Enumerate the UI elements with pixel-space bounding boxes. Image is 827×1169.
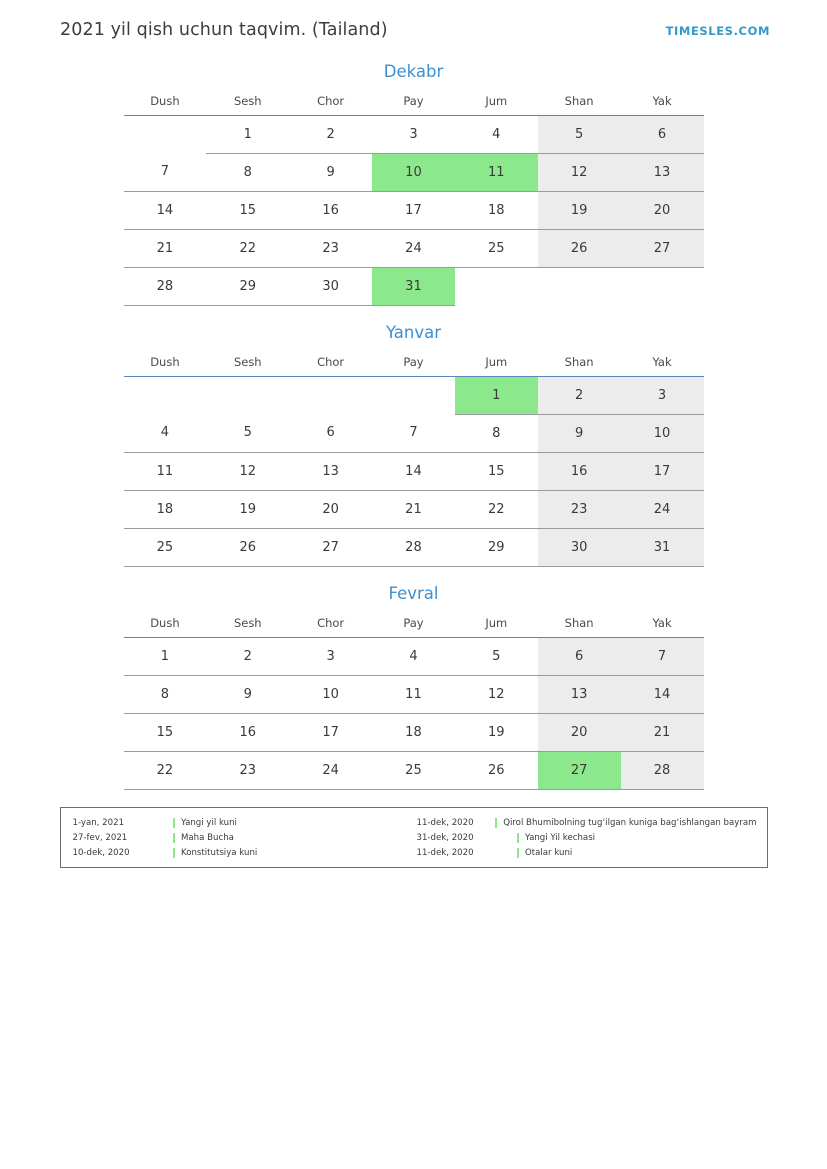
legend-color-swatch <box>495 818 497 828</box>
empty-day-cell <box>538 268 621 306</box>
day-number: 17 <box>405 202 422 218</box>
legend-item <box>417 846 757 859</box>
day-cell[interactable] <box>455 529 538 567</box>
day-cell[interactable] <box>124 491 207 529</box>
weekday-header: Pay <box>372 611 455 638</box>
day-cell[interactable] <box>206 676 289 714</box>
day-number: 16 <box>570 463 588 479</box>
day-cell[interactable] <box>538 714 621 752</box>
day-number: 31 <box>653 539 671 555</box>
day-cell[interactable] <box>206 230 289 268</box>
day-number: 5 <box>243 425 252 441</box>
day-cell[interactable] <box>372 230 455 268</box>
weekday-header: Pay <box>372 89 455 116</box>
day-cell[interactable] <box>124 154 207 192</box>
day-number: 13 <box>570 686 588 702</box>
day-cell[interactable] <box>289 415 372 453</box>
legend-label: Yangi yil kuni <box>181 817 237 828</box>
day-cell[interactable] <box>455 491 538 529</box>
day-number: 18 <box>156 501 174 517</box>
legend-color-swatch <box>173 848 176 858</box>
weekday-header: Sesh <box>206 611 289 638</box>
day-number: 21 <box>653 724 671 740</box>
day-number: 3 <box>657 387 667 403</box>
empty-day-cell <box>455 268 538 306</box>
weekday-header: Jum <box>455 350 538 377</box>
empty-day-cell <box>206 377 289 415</box>
empty-day-cell <box>124 377 207 415</box>
day-number: 8 <box>160 686 170 702</box>
weekday-header: Yak <box>621 611 704 638</box>
weekday-header: Jum <box>455 89 538 116</box>
day-number: 9 <box>326 164 335 180</box>
legend-column-right <box>417 815 757 860</box>
week-row <box>124 752 704 790</box>
day-number: 9 <box>575 425 584 441</box>
day-number: 25 <box>156 539 174 555</box>
day-cell[interactable] <box>372 638 455 676</box>
day-number: 4 <box>160 425 170 441</box>
month-title: Fevral <box>388 584 439 603</box>
day-cell[interactable] <box>124 192 207 230</box>
weekday-header: Pay <box>372 350 455 377</box>
day-number: 6 <box>575 648 584 664</box>
week-row <box>124 192 704 230</box>
day-cell[interactable] <box>538 230 621 268</box>
legend-column-left <box>73 815 417 860</box>
day-number: 1 <box>243 126 252 142</box>
months-container <box>0 62 827 790</box>
day-cell[interactable] <box>538 529 621 567</box>
month-block <box>0 323 827 567</box>
day-cell[interactable] <box>455 638 538 676</box>
day-cell[interactable] <box>124 415 207 453</box>
week-row <box>124 415 704 453</box>
day-number: 6 <box>326 425 335 441</box>
day-number: 17 <box>322 724 339 740</box>
day-cell[interactable] <box>455 676 538 714</box>
legend-label: Qirol Bhumibolning tug‘ilgan kuniga bag‘ishlangan bayram <box>503 817 757 828</box>
day-cell[interactable] <box>455 230 538 268</box>
day-number: 10 <box>653 425 671 441</box>
day-number: 30 <box>570 539 588 555</box>
week-row <box>124 491 704 529</box>
day-number: 29 <box>488 539 505 555</box>
month-table <box>124 611 704 790</box>
day-cell[interactable] <box>289 491 372 529</box>
month-block <box>0 584 827 790</box>
day-cell[interactable] <box>289 676 372 714</box>
week-row <box>124 268 704 306</box>
month-title: Dekabr <box>383 62 444 81</box>
day-cell[interactable] <box>289 116 372 154</box>
day-cell[interactable] <box>538 192 621 230</box>
day-cell[interactable] <box>124 230 207 268</box>
day-cell[interactable] <box>455 116 538 154</box>
day-cell[interactable] <box>455 714 538 752</box>
day-cell[interactable] <box>124 714 207 752</box>
day-cell[interactable] <box>538 453 621 491</box>
month-table <box>124 350 704 567</box>
day-cell[interactable] <box>538 638 621 676</box>
day-number: 16 <box>322 202 339 218</box>
day-cell[interactable] <box>124 453 207 491</box>
day-cell[interactable] <box>621 154 704 192</box>
day-cell[interactable] <box>621 491 704 529</box>
day-cell[interactable] <box>455 752 538 790</box>
weekday-header: Sesh <box>206 89 289 116</box>
legend-label: Maha Bucha <box>181 832 234 843</box>
legend-date: 11-dek, 2020 <box>416 817 474 828</box>
day-number: 20 <box>653 202 671 218</box>
weekday-header: Shan <box>538 611 621 638</box>
legend-label: Konstitutsiya kuni <box>181 847 258 858</box>
day-number: 15 <box>239 202 257 218</box>
day-number: 18 <box>405 724 422 740</box>
holiday-day-cell[interactable] <box>455 154 538 192</box>
day-cell[interactable] <box>621 752 704 790</box>
day-cell[interactable] <box>538 415 621 453</box>
day-cell[interactable] <box>124 638 207 676</box>
day-cell[interactable] <box>538 377 621 415</box>
weekday-header: Yak <box>621 350 704 377</box>
day-cell[interactable] <box>538 116 621 154</box>
weekday-header: Dush <box>124 89 207 116</box>
holiday-day-cell[interactable] <box>372 154 455 192</box>
day-number: 24 <box>322 762 339 778</box>
day-number: 27 <box>570 762 588 778</box>
day-number: 15 <box>488 463 505 479</box>
day-cell[interactable] <box>124 752 207 790</box>
day-cell[interactable] <box>206 192 289 230</box>
month-block <box>0 62 827 306</box>
legend-color-swatch <box>173 833 176 843</box>
day-number: 15 <box>156 724 174 740</box>
day-number: 8 <box>243 164 252 180</box>
day-number: 26 <box>570 240 588 256</box>
legend-color-swatch <box>517 848 520 858</box>
empty-day-cell <box>289 377 372 415</box>
day-cell[interactable] <box>372 491 455 529</box>
week-row <box>124 676 704 714</box>
day-cell[interactable] <box>538 154 621 192</box>
legend-date: 10-dek, 2020 <box>72 847 130 858</box>
day-number: 16 <box>239 724 257 740</box>
brand-label: TIMESLES.COM <box>665 24 770 38</box>
day-number: 11 <box>156 463 174 479</box>
day-number: 22 <box>156 762 174 778</box>
day-cell[interactable] <box>206 268 289 306</box>
legend-label: Otalar kuni <box>525 847 573 858</box>
day-cell[interactable] <box>372 453 455 491</box>
day-number: 24 <box>653 501 671 517</box>
day-cell[interactable] <box>289 752 372 790</box>
day-cell[interactable] <box>289 268 372 306</box>
empty-day-cell <box>621 268 704 306</box>
day-number: 2 <box>326 126 335 142</box>
day-cell[interactable] <box>372 529 455 567</box>
day-number: 3 <box>326 648 335 664</box>
day-number: 11 <box>488 164 505 180</box>
day-number: 3 <box>409 126 418 142</box>
day-cell[interactable] <box>289 529 372 567</box>
day-cell[interactable] <box>289 230 372 268</box>
day-cell[interactable] <box>124 529 207 567</box>
week-row <box>124 714 704 752</box>
day-cell[interactable] <box>372 752 455 790</box>
day-number: 23 <box>322 240 339 256</box>
day-cell[interactable] <box>289 192 372 230</box>
page-header <box>0 0 827 40</box>
day-number: 26 <box>488 762 505 778</box>
day-number: 23 <box>239 762 257 778</box>
week-row <box>124 453 704 491</box>
day-number: 17 <box>653 463 671 479</box>
day-cell[interactable] <box>124 268 207 306</box>
day-number: 4 <box>492 126 501 142</box>
holiday-day-cell[interactable] <box>455 377 538 415</box>
month-title: Yanvar <box>385 323 442 342</box>
day-number: 22 <box>239 240 257 256</box>
day-cell[interactable] <box>621 529 704 567</box>
legend-date: 1-yan, 2021 <box>72 817 125 828</box>
day-cell[interactable] <box>372 415 455 453</box>
weekday-header: Dush <box>124 350 207 377</box>
legend-item <box>417 816 757 829</box>
week-row <box>124 638 704 676</box>
day-cell[interactable] <box>206 116 289 154</box>
day-cell[interactable] <box>206 529 289 567</box>
day-cell[interactable] <box>206 638 289 676</box>
legend-color-swatch <box>517 833 520 843</box>
day-cell[interactable] <box>538 491 621 529</box>
day-number: 25 <box>488 240 505 256</box>
day-number: 28 <box>405 539 422 555</box>
day-cell[interactable] <box>206 491 289 529</box>
day-number: 14 <box>653 686 671 702</box>
day-number: 19 <box>488 724 505 740</box>
day-number: 2 <box>575 387 584 403</box>
day-number: 10 <box>322 686 339 702</box>
legend <box>60 807 768 868</box>
day-number: 28 <box>156 278 174 294</box>
day-number: 12 <box>239 463 257 479</box>
legend-item <box>73 846 417 859</box>
day-number: 14 <box>156 202 174 218</box>
day-cell[interactable] <box>621 377 704 415</box>
holiday-day-cell[interactable] <box>372 268 455 306</box>
weekday-header: Chor <box>289 350 372 377</box>
day-number: 27 <box>322 539 339 555</box>
day-number: 27 <box>653 240 671 256</box>
day-number: 13 <box>653 164 671 180</box>
empty-day-cell <box>124 116 207 154</box>
day-number: 24 <box>405 240 422 256</box>
day-number: 8 <box>492 425 501 441</box>
day-number: 11 <box>405 686 422 702</box>
day-number: 26 <box>239 539 257 555</box>
day-number: 20 <box>322 501 339 517</box>
day-number: 5 <box>492 648 501 664</box>
week-row <box>124 377 704 415</box>
page-title: 2021 yil qish uchun taqvim. (Tailand) <box>60 20 388 40</box>
weekday-header: Chor <box>289 611 372 638</box>
day-cell[interactable] <box>372 192 455 230</box>
day-number: 7 <box>657 648 667 664</box>
day-cell[interactable] <box>372 714 455 752</box>
day-number: 10 <box>405 164 422 180</box>
day-cell[interactable] <box>372 676 455 714</box>
day-number: 1 <box>160 648 170 664</box>
day-number: 9 <box>243 686 252 702</box>
legend-item <box>417 831 757 844</box>
day-cell[interactable] <box>538 676 621 714</box>
day-cell[interactable] <box>621 714 704 752</box>
day-cell[interactable] <box>206 752 289 790</box>
weekday-header: Shan <box>538 89 621 116</box>
legend-date: 11-dek, 2020 <box>416 847 474 858</box>
day-number: 20 <box>570 724 588 740</box>
day-number: 5 <box>575 126 584 142</box>
day-cell[interactable] <box>206 714 289 752</box>
legend-date: 27-fev, 2021 <box>72 832 128 843</box>
day-cell[interactable] <box>621 116 704 154</box>
day-number: 4 <box>409 648 418 664</box>
day-number: 19 <box>570 202 588 218</box>
day-number: 12 <box>570 164 588 180</box>
day-number: 18 <box>488 202 505 218</box>
day-number: 2 <box>243 648 252 664</box>
week-row <box>124 529 704 567</box>
day-number: 7 <box>160 164 170 180</box>
day-cell[interactable] <box>124 676 207 714</box>
day-cell[interactable] <box>455 192 538 230</box>
day-number: 19 <box>239 501 257 517</box>
day-number: 28 <box>653 762 671 778</box>
day-cell[interactable] <box>206 453 289 491</box>
day-cell[interactable] <box>621 676 704 714</box>
day-number: 21 <box>405 501 422 517</box>
weekday-header: Sesh <box>206 350 289 377</box>
day-number: 13 <box>322 463 339 479</box>
weekday-header-row <box>124 611 704 638</box>
day-number: 7 <box>409 425 418 441</box>
legend-item <box>73 816 417 829</box>
week-row <box>124 230 704 268</box>
day-number: 25 <box>405 762 422 778</box>
day-number: 1 <box>492 387 501 403</box>
day-number: 12 <box>488 686 505 702</box>
day-cell[interactable] <box>455 415 538 453</box>
weekday-header: Chor <box>289 89 372 116</box>
day-number: 30 <box>322 278 339 294</box>
legend-date: 31-dek, 2020 <box>416 832 474 843</box>
day-cell[interactable] <box>621 453 704 491</box>
empty-day-cell <box>372 377 455 415</box>
day-cell[interactable] <box>206 154 289 192</box>
holiday-day-cell[interactable] <box>538 752 621 790</box>
day-cell[interactable] <box>289 714 372 752</box>
day-cell[interactable] <box>372 116 455 154</box>
day-cell[interactable] <box>455 453 538 491</box>
weekday-header: Yak <box>621 89 704 116</box>
day-cell[interactable] <box>621 415 704 453</box>
week-row <box>124 154 704 192</box>
weekday-header: Jum <box>455 611 538 638</box>
legend-item <box>73 831 417 844</box>
day-number: 22 <box>488 501 505 517</box>
day-cell[interactable] <box>621 192 704 230</box>
weekday-header: Shan <box>538 350 621 377</box>
day-number: 14 <box>405 463 422 479</box>
day-number: 29 <box>239 278 257 294</box>
day-cell[interactable] <box>621 230 704 268</box>
day-number: 21 <box>156 240 174 256</box>
day-cell[interactable] <box>289 154 372 192</box>
day-number: 6 <box>657 126 667 142</box>
week-row <box>124 116 704 154</box>
day-cell[interactable] <box>289 638 372 676</box>
legend-color-swatch <box>173 818 176 828</box>
day-cell[interactable] <box>621 638 704 676</box>
day-number: 31 <box>405 278 422 294</box>
month-table <box>124 89 704 306</box>
legend-label: Yangi Yil kechasi <box>525 832 596 843</box>
weekday-header: Dush <box>124 611 207 638</box>
day-cell[interactable] <box>206 415 289 453</box>
day-cell[interactable] <box>289 453 372 491</box>
weekday-header-row <box>124 350 704 377</box>
weekday-header-row <box>124 89 704 116</box>
day-number: 23 <box>570 501 588 517</box>
